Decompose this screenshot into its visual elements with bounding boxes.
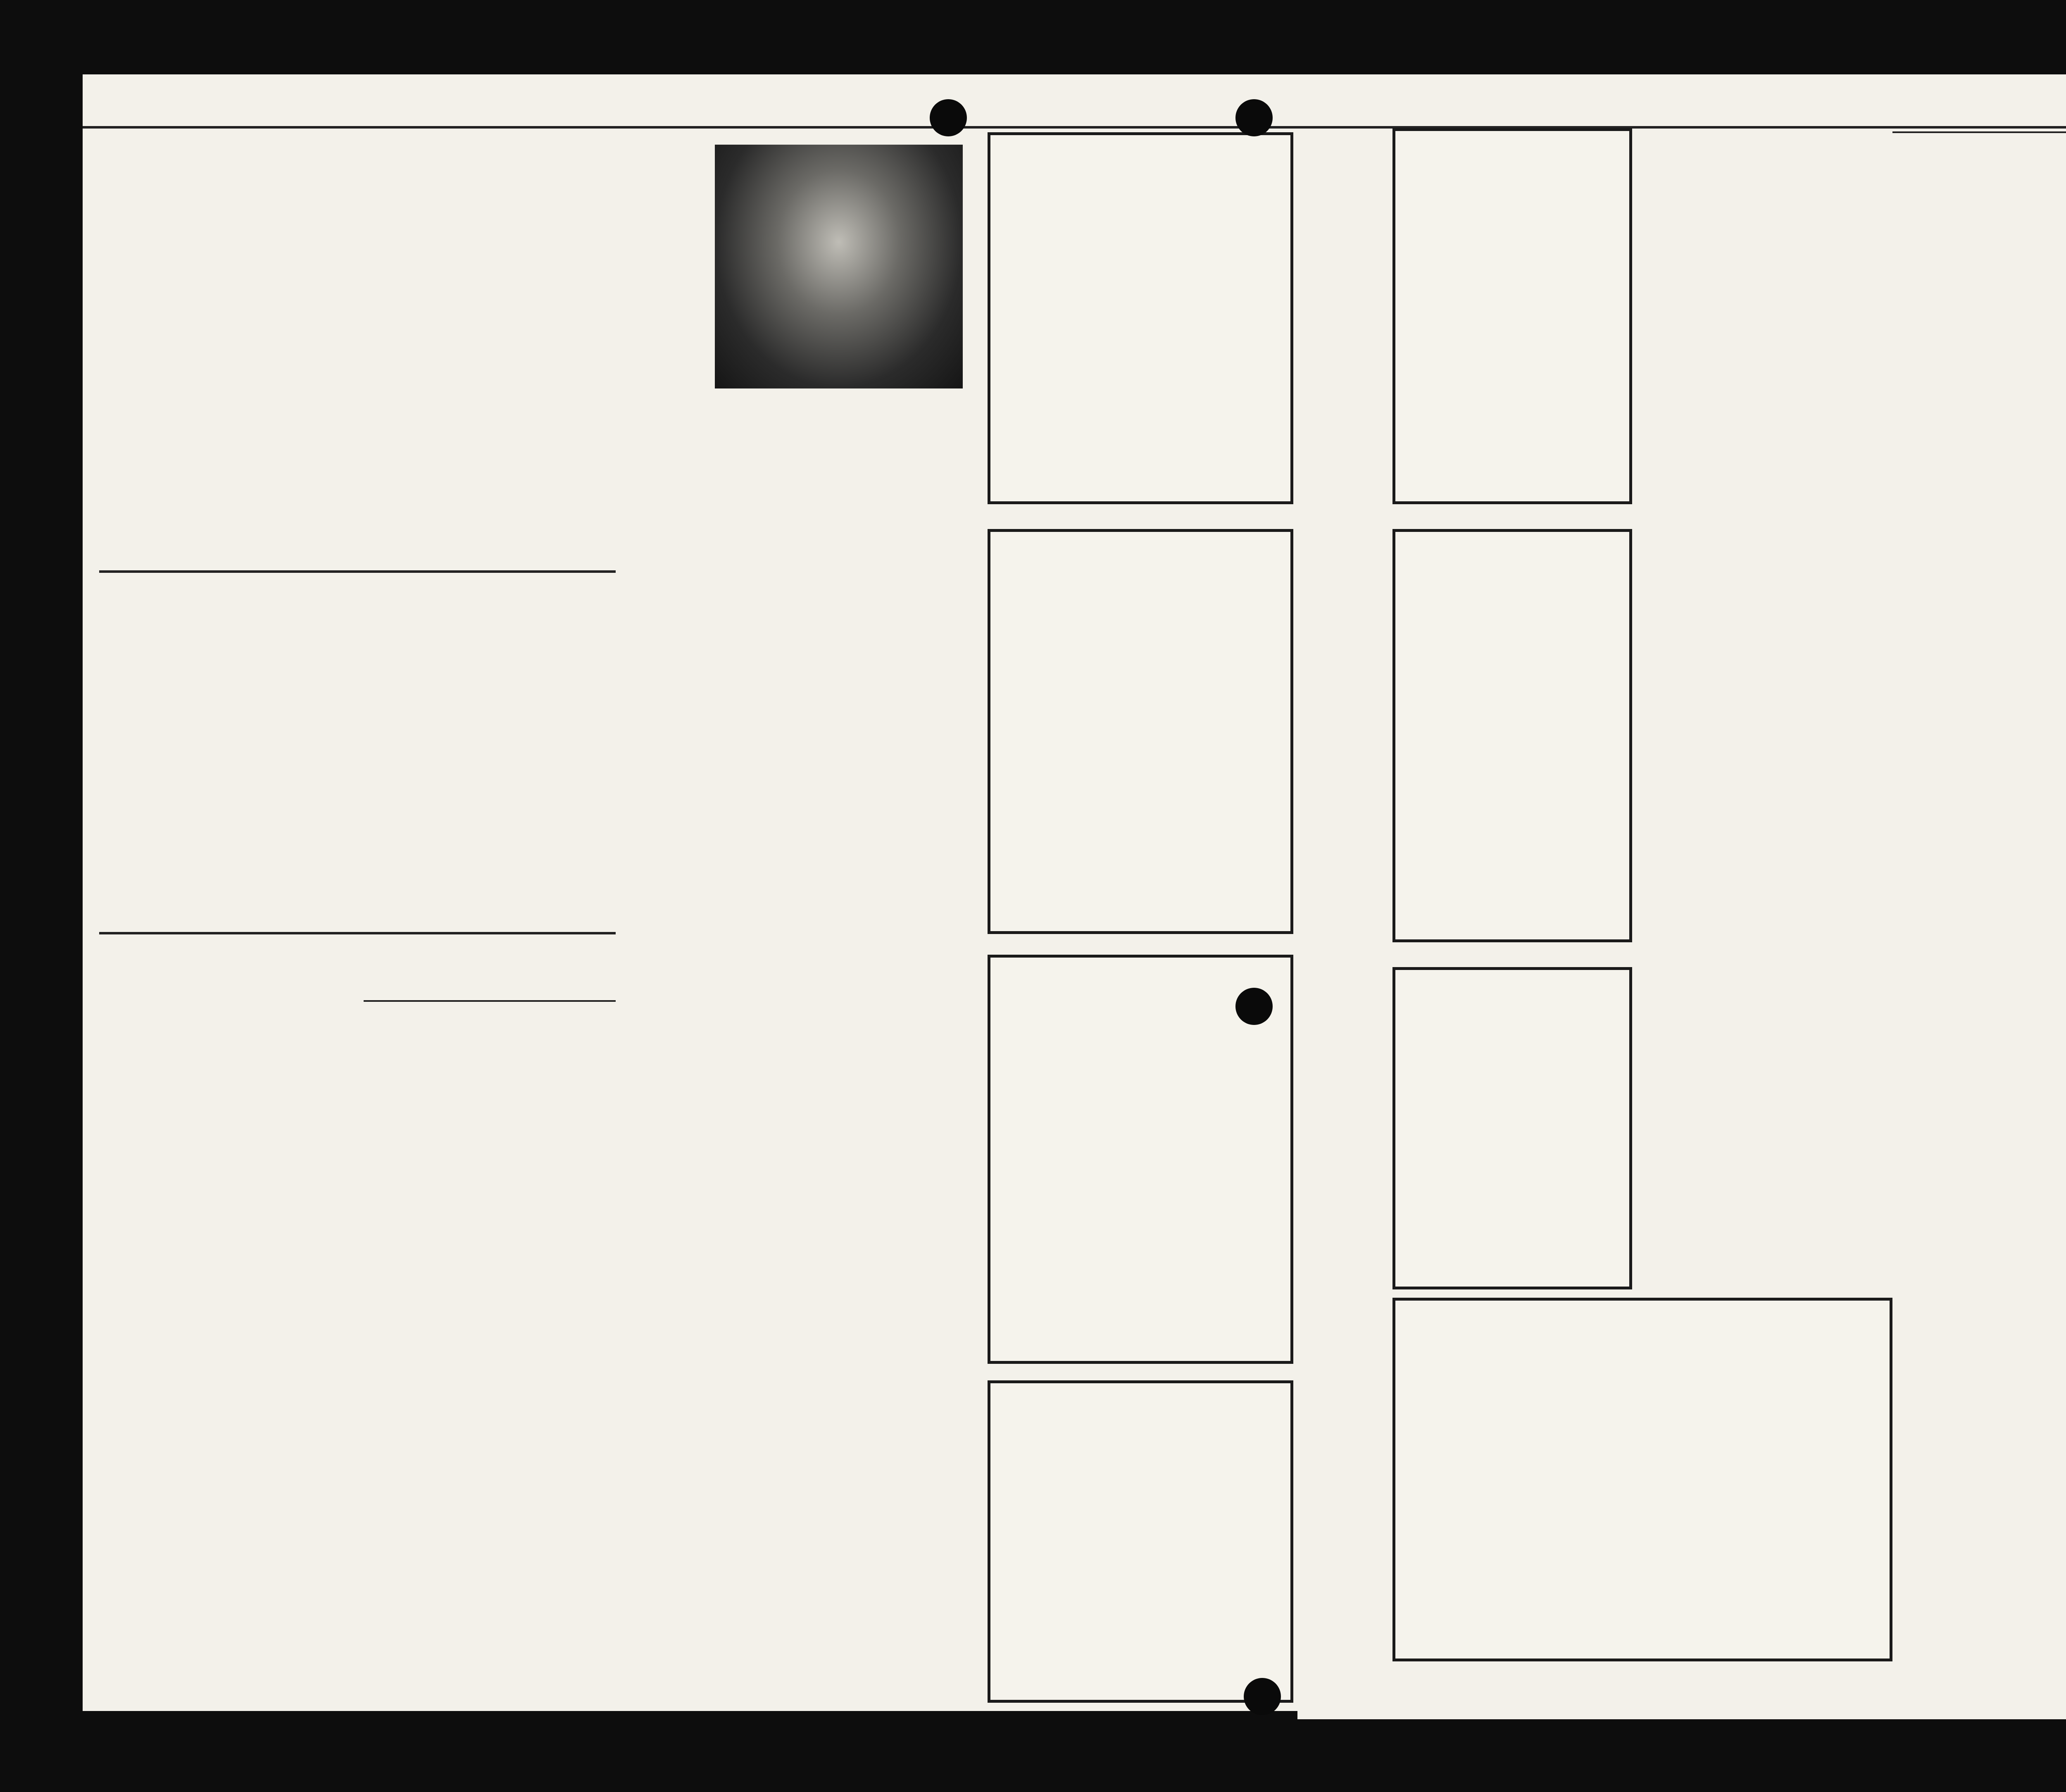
punch-hole (930, 99, 967, 136)
divider (364, 1000, 616, 1002)
divider (99, 932, 616, 934)
punch-hole (1235, 988, 1273, 1025)
punch-hole (1235, 99, 1273, 136)
promotions-column (364, 996, 616, 1006)
right-page (1297, 74, 2066, 1719)
divider (99, 570, 616, 573)
construction-article (1892, 128, 2066, 136)
ad-box (1392, 128, 1632, 504)
ad-box (988, 1380, 1293, 1703)
portrait-photo (715, 145, 963, 388)
gca-article (1640, 134, 1880, 138)
left-page (83, 74, 1310, 1711)
divider (1892, 131, 2066, 133)
personality-column (715, 397, 975, 399)
ad-box (1392, 529, 1632, 942)
right-page-header (1297, 97, 2066, 129)
left-page-header (83, 97, 1310, 129)
masthead (99, 132, 616, 144)
ad-box (1392, 967, 1632, 1289)
ad-lounsbury (1392, 1298, 1892, 1661)
ad-box (988, 132, 1293, 504)
ad-box (988, 529, 1293, 934)
punch-hole (1244, 1678, 1281, 1715)
